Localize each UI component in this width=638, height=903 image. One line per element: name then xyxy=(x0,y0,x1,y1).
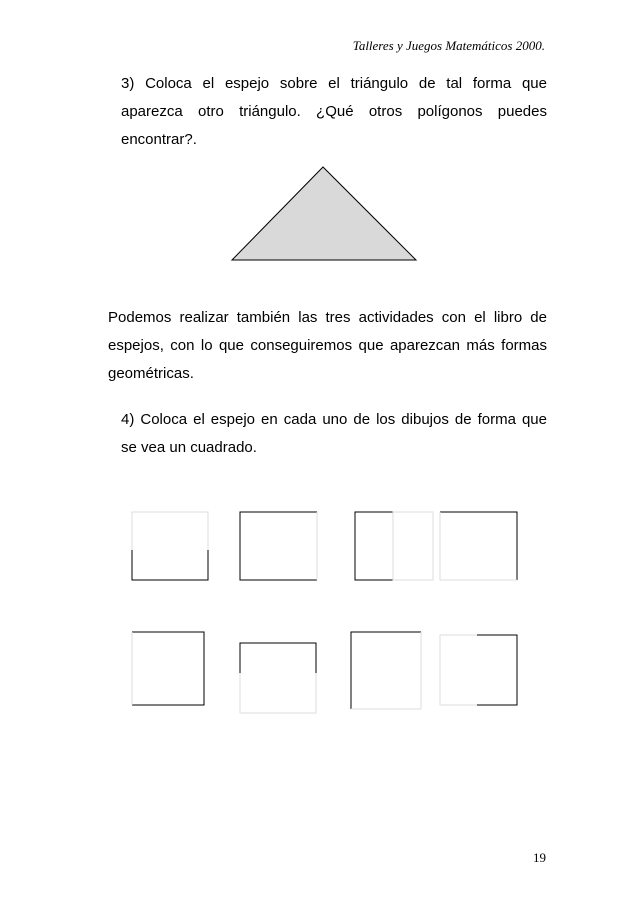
square-drawing-2 xyxy=(240,512,317,580)
paragraph-line-2: espejos, con lo que conseguiremos que aparezcan más formas xyxy=(108,337,547,354)
paragraph-line-1: Podemos realizar también las tres actividades con el libro de xyxy=(108,309,547,326)
activity-4-text xyxy=(121,406,547,462)
activity-3-line-1: 3) Coloca el espejo sobre el triángulo de tal forma que xyxy=(121,75,547,92)
activity-3-line-3: encontrar?. xyxy=(121,131,197,148)
square-drawing-6 xyxy=(240,643,316,713)
square-drawing-7 xyxy=(351,632,421,709)
activity-3-text xyxy=(121,70,547,154)
square-drawing-8 xyxy=(440,635,517,705)
square-drawing-5 xyxy=(132,632,204,705)
paragraph-line-3: geométricas. xyxy=(108,365,194,382)
triangle-figure xyxy=(230,165,420,265)
activity-4-line-1: 4) Coloca el espejo en cada uno de los dibujos de forma que xyxy=(121,411,547,428)
page-number: 19 xyxy=(533,850,546,865)
activity-4-line-2: se vea un cuadrado. xyxy=(121,439,257,456)
activity-3-line-2: aparezca otro triángulo. ¿Qué otros polígonos puedes xyxy=(121,103,547,120)
square-drawing-1 xyxy=(132,512,208,580)
triangle-shape xyxy=(232,167,416,260)
mirror-book-paragraph xyxy=(108,304,547,388)
square-drawing-4 xyxy=(440,512,517,580)
square-drawing-3 xyxy=(355,512,433,580)
partial-squares-figure xyxy=(125,505,525,720)
running-header: Talleres y Juegos Matemáticos 2000. xyxy=(352,38,545,53)
